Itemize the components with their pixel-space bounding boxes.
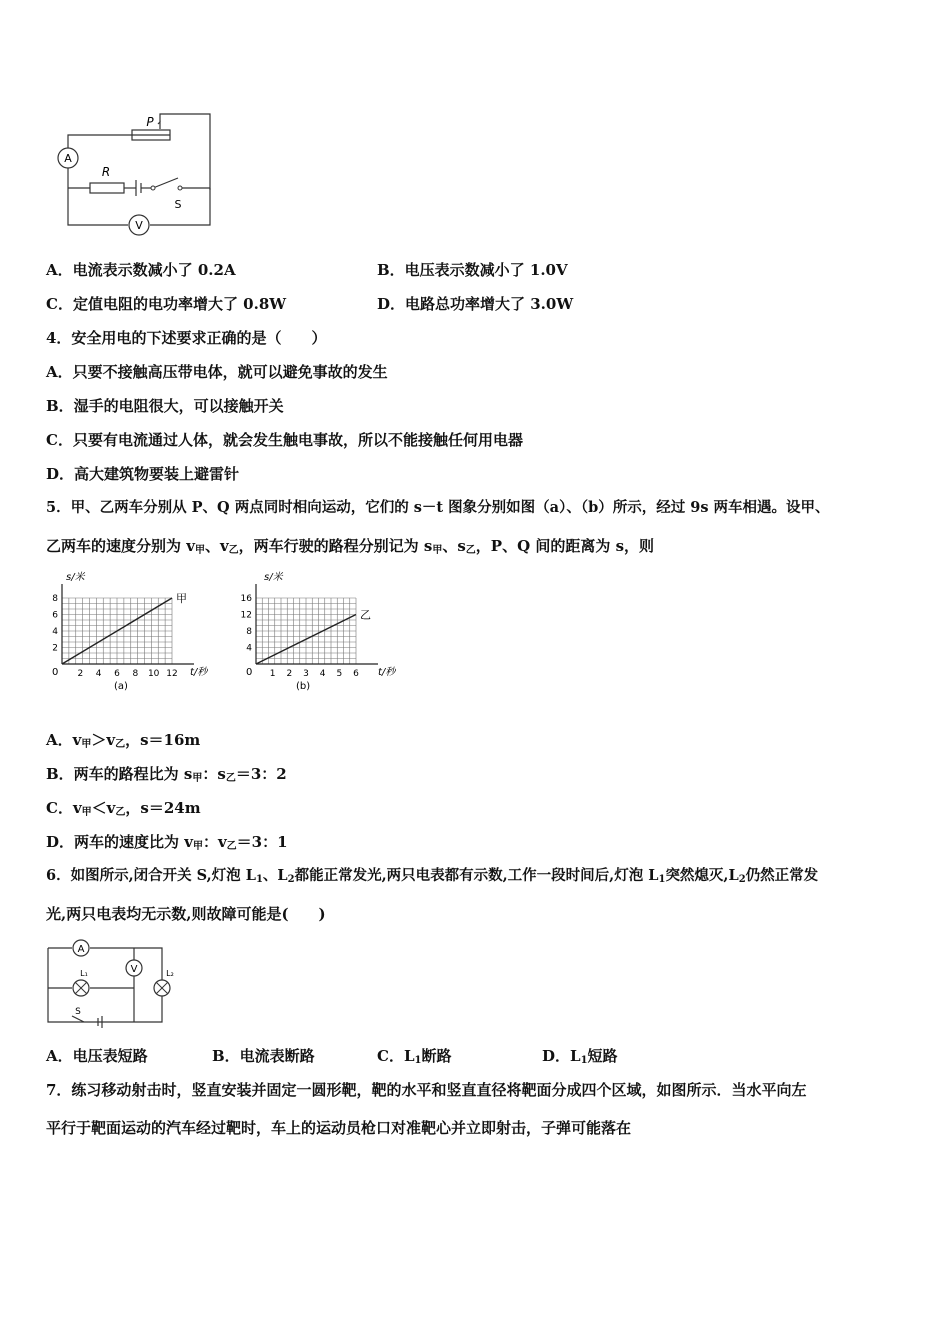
chart-a-ytick: 8: [52, 594, 58, 604]
q3-rheostat-label: P: [146, 115, 154, 129]
chart-a-series-label: 甲: [176, 592, 187, 605]
chart-a-caption: (a): [114, 681, 128, 692]
chart-b-series-label: 乙: [360, 608, 371, 622]
q6-option-b[interactable]: B．电流表断路: [212, 1047, 315, 1065]
q3-option-c[interactable]: C．定值电阻的电功率增大了 0.8W: [46, 295, 287, 313]
q5-stem-line1: 5．甲、乙两车分别从 P、Q 两点同时相向运动，它们的 s－t 图象分别如图（a）、（b）所示，经过 9s 两车相遇。设甲、: [46, 499, 830, 516]
chart-a-xtick: 10: [147, 669, 160, 679]
chart-a-origin: 0: [52, 667, 59, 678]
q5-option-a[interactable]: A．$v_甲>v_乙$，s＝16m: [46, 731, 201, 750]
q3-voltmeter-label: V: [135, 219, 143, 232]
q3-resistor-label: R: [101, 165, 111, 179]
q3-switch-label: S: [174, 198, 182, 211]
q5-option-d[interactable]: D．两车的速度比为 $v_甲$：$v_乙=3$：1: [46, 833, 288, 852]
q4-stem: 4．安全用电的下述要求正确的是（ ）: [46, 329, 327, 347]
chart-b-ytick: 8: [246, 627, 252, 637]
chart-b-caption: (b): [296, 681, 311, 692]
chart-b-ytick: 16: [240, 594, 252, 604]
q3-ammeter-label: A: [64, 152, 72, 165]
q4-option-d[interactable]: D．高大建筑物要装上避雷针: [46, 465, 240, 483]
chart-a-xtick: 6: [114, 669, 120, 679]
chart-a-ytick: 2: [52, 643, 58, 654]
chart-a-ytick: 4: [52, 627, 58, 637]
chart-b-ytick: 12: [240, 610, 252, 621]
q6-stem-line2: 光,两只电表均无示数,则故障可能是( ): [46, 905, 326, 923]
chart-a-xtick: 12: [166, 669, 178, 679]
chart-b-xlabel: t/秒: [378, 667, 396, 678]
chart-a-ytick: 6: [52, 610, 58, 621]
q3-option-b[interactable]: B．电压表示数减小了 1.0V: [377, 261, 568, 279]
chart-b-xtick: 3: [303, 669, 309, 679]
q7-stem-line1: 7．练习移动射击时，竖直安装并固定一圆形靶，靶的水平和竖直直径将靶面分成四个区域，如图所示．当水平向左: [46, 1081, 807, 1099]
q4-option-a[interactable]: A．只要不接触高压带电体，就可以避免事故的发生: [46, 363, 388, 381]
chart-b-ytick: 4: [246, 643, 252, 654]
chart-a-xtick: 8: [132, 669, 139, 679]
q6-option-d[interactable]: D．$L_1$短路: [542, 1047, 618, 1066]
q6-voltmeter-label: V: [130, 964, 138, 975]
q6-ammeter-label: A: [77, 944, 85, 955]
q3-circuit-figure: [50, 110, 220, 240]
chart-a: [44, 568, 224, 694]
chart-b-ylabel: s/米: [264, 572, 283, 583]
q3-option-a[interactable]: A．电流表示数减小了 0.2A: [46, 261, 236, 279]
q6-option-a[interactable]: A．电压表短路: [46, 1047, 148, 1065]
q6-switch-label: S: [75, 1007, 81, 1017]
chart-b: [236, 568, 416, 694]
q3-option-d[interactable]: D．电路总功率增大了 3.0W: [377, 295, 574, 313]
q7-stem-line2: 平行于靶面运动的汽车经过靶时，车上的运动员枪口对准靶心并立即射击，子弹可能落在: [46, 1119, 632, 1137]
q6-circuit-figure: [42, 936, 182, 1030]
chart-a-xtick: 4: [95, 669, 102, 679]
chart-a-xlabel: t/秒: [190, 667, 208, 678]
chart-b-xtick: 2: [286, 669, 293, 679]
q4-option-c[interactable]: C．只要有电流通过人体，就会发生触电事故，所以不能接触任何用电器: [46, 431, 523, 449]
q6-stem-line1: 6．如图所示,闭合开关 S,灯泡 $L_1$、$L_2$都能正常发光,两只电表都有示数,工作一段时间后,灯泡 $L_1$突然熄灭$,L_2$仍然正常发: [46, 867, 819, 885]
q6-option-c[interactable]: C．$L_1$断路: [377, 1047, 452, 1066]
chart-b-xtick: 4: [319, 669, 326, 679]
chart-b-xtick: 5: [336, 669, 343, 679]
chart-b-xtick: 6: [353, 669, 359, 679]
chart-b-origin: 0: [246, 667, 253, 678]
chart-b-xtick: 1: [269, 669, 276, 679]
q4-option-b[interactable]: B．湿手的电阻很大，可以接触开关: [46, 397, 284, 415]
q6-l1-label: L₁: [80, 969, 88, 978]
chart-a-xtick: 2: [77, 669, 84, 679]
chart-a-ylabel: s/米: [66, 572, 85, 583]
q5-stem-line2: 乙两车的速度分别为 $v_甲$、$v_乙$，两车行驶的路程分别记为 $s_甲$、$s_乙$，P、Q 间的距离为 s，则: [46, 537, 655, 556]
q5-option-c[interactable]: C．$v_甲<v_乙$，s＝24m: [46, 799, 201, 818]
q6-l2-label: L₂: [166, 969, 174, 978]
q5-option-b[interactable]: B．两车的路程比为 $s_甲$：$s_乙=3$：2: [46, 765, 287, 784]
